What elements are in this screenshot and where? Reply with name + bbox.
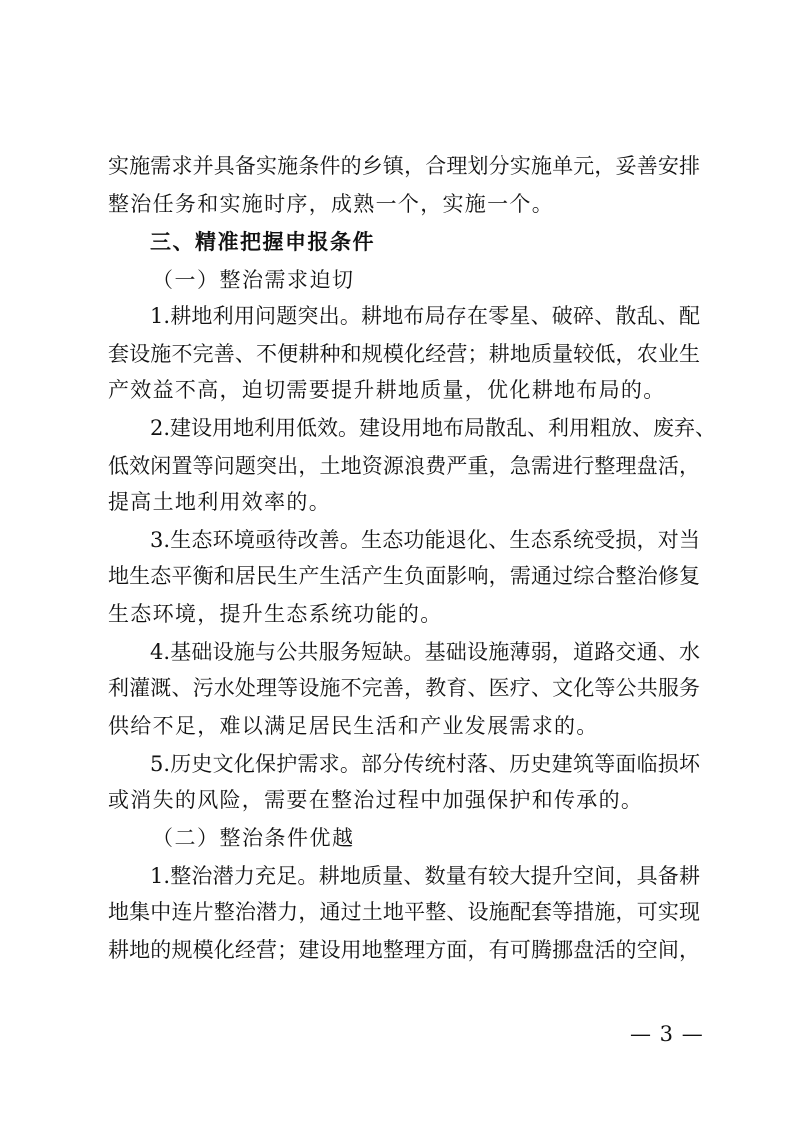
paragraph-line: 提高土地利用效率的。 — [108, 490, 331, 514]
subsection-heading: （二）整治条件优越 — [152, 826, 355, 850]
paragraph-line: 低效闲置等问题突出，土地资源浪费严重，急需进行整理盘活， — [108, 454, 700, 478]
paragraph-line: 耕地的规模化经营；建设用地整理方面，有可腾挪盘活的空间， — [108, 938, 700, 962]
paragraph-line: 或消失的风险，需要在整治过程中加强保护和传承的。 — [108, 788, 644, 812]
paragraph-line: 整治任务和实施时序，成熟一个，实施一个。 — [108, 192, 554, 216]
paragraph-line: 3.生态环境亟待改善。生态功能退化、生态系统受损，对当 — [150, 528, 700, 552]
paragraph-line: 套设施不完善、不便耕种和规模化经营；耕地质量较低，农业生 — [108, 342, 700, 366]
paragraph-line: 地生态平衡和居民生产生活产生负面影响，需通过综合整治修复 — [108, 564, 700, 588]
paragraph-line: 地集中连片整治潜力，通过土地平整、设施配套等措施，可实现 — [108, 900, 700, 924]
paragraph-line: 产效益不高，迫切需要提升耕地质量，优化耕地布局的。 — [108, 378, 666, 402]
page-number: — 3 — — [630, 1022, 704, 1046]
section-heading: 三、精准把握申报条件 — [150, 230, 375, 254]
paragraph-line: 1.整治潜力充足。耕地质量、数量有较大提升空间，具备耕 — [150, 864, 700, 888]
paragraph-line: 利灌溉、污水处理等设施不完善，教育、医疗、文化等公共服务 — [108, 676, 700, 700]
paragraph-line: 生态环境，提升生态系统功能的。 — [108, 602, 443, 626]
paragraph-line: 4.基础设施与公共服务短缺。基础设施薄弱，道路交通、水 — [150, 640, 700, 664]
paragraph-line: 2.建设用地利用低效。建设用地布局散乱、利用粗放、废弃、 — [150, 416, 717, 440]
subsection-heading: （一）整治需求迫切 — [152, 268, 355, 292]
paragraph-line: 1.耕地利用问题突出。耕地布局存在零星、破碎、散乱、配 — [150, 304, 700, 328]
paragraph-line: 实施需求并具备实施条件的乡镇，合理划分实施单元，妥善安排 — [108, 154, 700, 178]
paragraph-line: 供给不足，难以满足居民生活和产业发展需求的。 — [108, 714, 599, 738]
paragraph-line: 5.历史文化保护需求。部分传统村落、历史建筑等面临损坏 — [150, 752, 700, 776]
